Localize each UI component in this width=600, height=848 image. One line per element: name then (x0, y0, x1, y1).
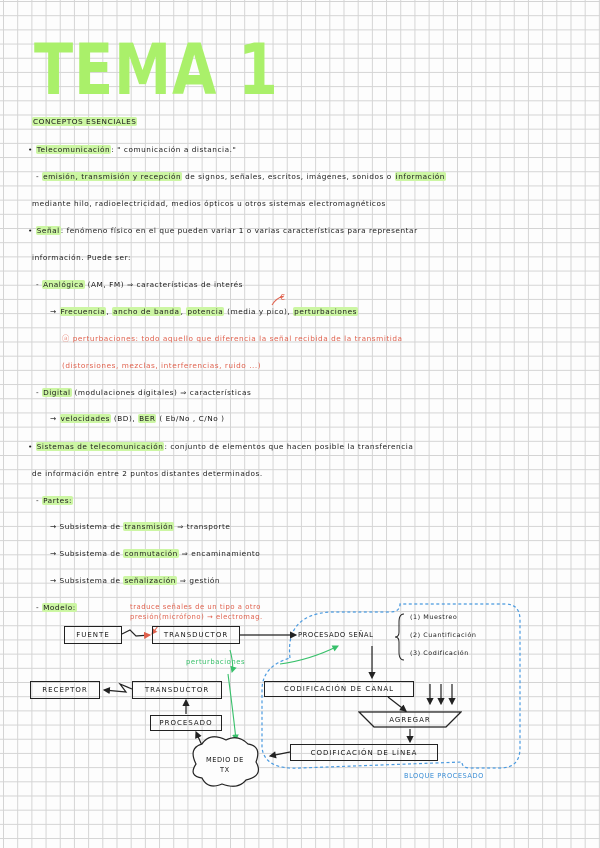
procesado-senal-label: PROCESADO SEÑAL (298, 631, 374, 639)
proc-step-1: (1) Muestreo (410, 613, 458, 621)
telecom-detail-line1: - emisión, transmisión y recepción de signos, señales, escritos, imágenes, sonidos o información (36, 172, 445, 181)
perturb-note-line1: ⓐ perturbaciones: todo aquello que diferencia la señal recibida de la transmitida (62, 334, 403, 343)
analog-features-line: → Frecuencia, ancho de banda, potencia (media y pico), perturbaciones (50, 307, 357, 316)
agregar-box (358, 711, 462, 728)
perturbaciones-label: perturbaciones (186, 658, 246, 666)
telecom-line: • Telecomunicación: " comunicación a distancia." (28, 145, 237, 154)
telecom-detail-line2: mediante hilo, radioelectricidad, medios ópticos u otros sistemas electromagnéticos (32, 199, 386, 208)
transductor-note-line2: presión(micrófono) → electromag. (130, 613, 263, 621)
analog-line: - Analógica (AM, FM) ⇒ características de interés (36, 280, 244, 289)
agregar-label: AGREGAR (389, 715, 431, 724)
medio-label-line2: TX (220, 766, 230, 774)
section-heading: CONCEPTOS ESENCIALES (33, 117, 137, 126)
fuente-box: FUENTE (64, 626, 122, 644)
parte-senalizacion: → Subsistema de señalización ⇒ gestión (50, 576, 221, 585)
digital-line: - Digital (modulaciones digitales) ⇒ características (36, 388, 252, 397)
page-title: TEMA 1 (34, 29, 279, 111)
bloque-procesado-label: BLOQUE PROCESADO (404, 772, 484, 780)
parte-transmision: → Subsistema de transmisión ⇒ transporte (50, 522, 231, 531)
proc-step-3: (3) Codificación (410, 649, 469, 657)
procesado-box: PROCESADO (150, 715, 222, 731)
perturb-note-line2: (distorsiones, mezclas, interferencias, ruido ...) (62, 361, 262, 370)
sistemas-line1: • Sistemas de telecomunicación: conjunto de elementos que hacen posible la transferencia (28, 442, 414, 451)
parte-conmutacion: → Subsistema de conmutación ⇒ encaminamiento (50, 549, 261, 558)
codificacion-linea-box: CODIFICACIÓN DE LÍNEA (290, 744, 438, 761)
proc-step-2: (2) Cuantificación (410, 631, 477, 639)
receptor-box: RECEPTOR (30, 681, 100, 699)
senal-line1: • Señal: fenómeno físico en el que pueden variar 1 o varias características para representar (28, 226, 418, 235)
transductor-rx-box: TRANSDUCTOR (132, 681, 222, 699)
medio-label-line1: MEDIO DE (206, 756, 244, 764)
transductor-note-line1: traduce señales de un tipo a otro (130, 603, 262, 611)
transductor-tx-box: TRANSDUCTOR (152, 626, 240, 644)
partes-line: - Partes: (36, 496, 73, 505)
codificacion-canal-box: CODIFICACIÓN DE CANAL (264, 681, 414, 697)
senal-line2: información. Puede ser: (32, 253, 132, 262)
digital-features-line: → velocidades (BD), BER ( Eb/No , C/No ) (50, 414, 225, 423)
euro-mark: € (280, 293, 286, 302)
modelo-line: - Modelo: (36, 603, 76, 612)
sistemas-line2: de información entre 2 puntos distantes determinados. (32, 469, 263, 478)
telecom-term: Telecomunicación (36, 145, 111, 154)
